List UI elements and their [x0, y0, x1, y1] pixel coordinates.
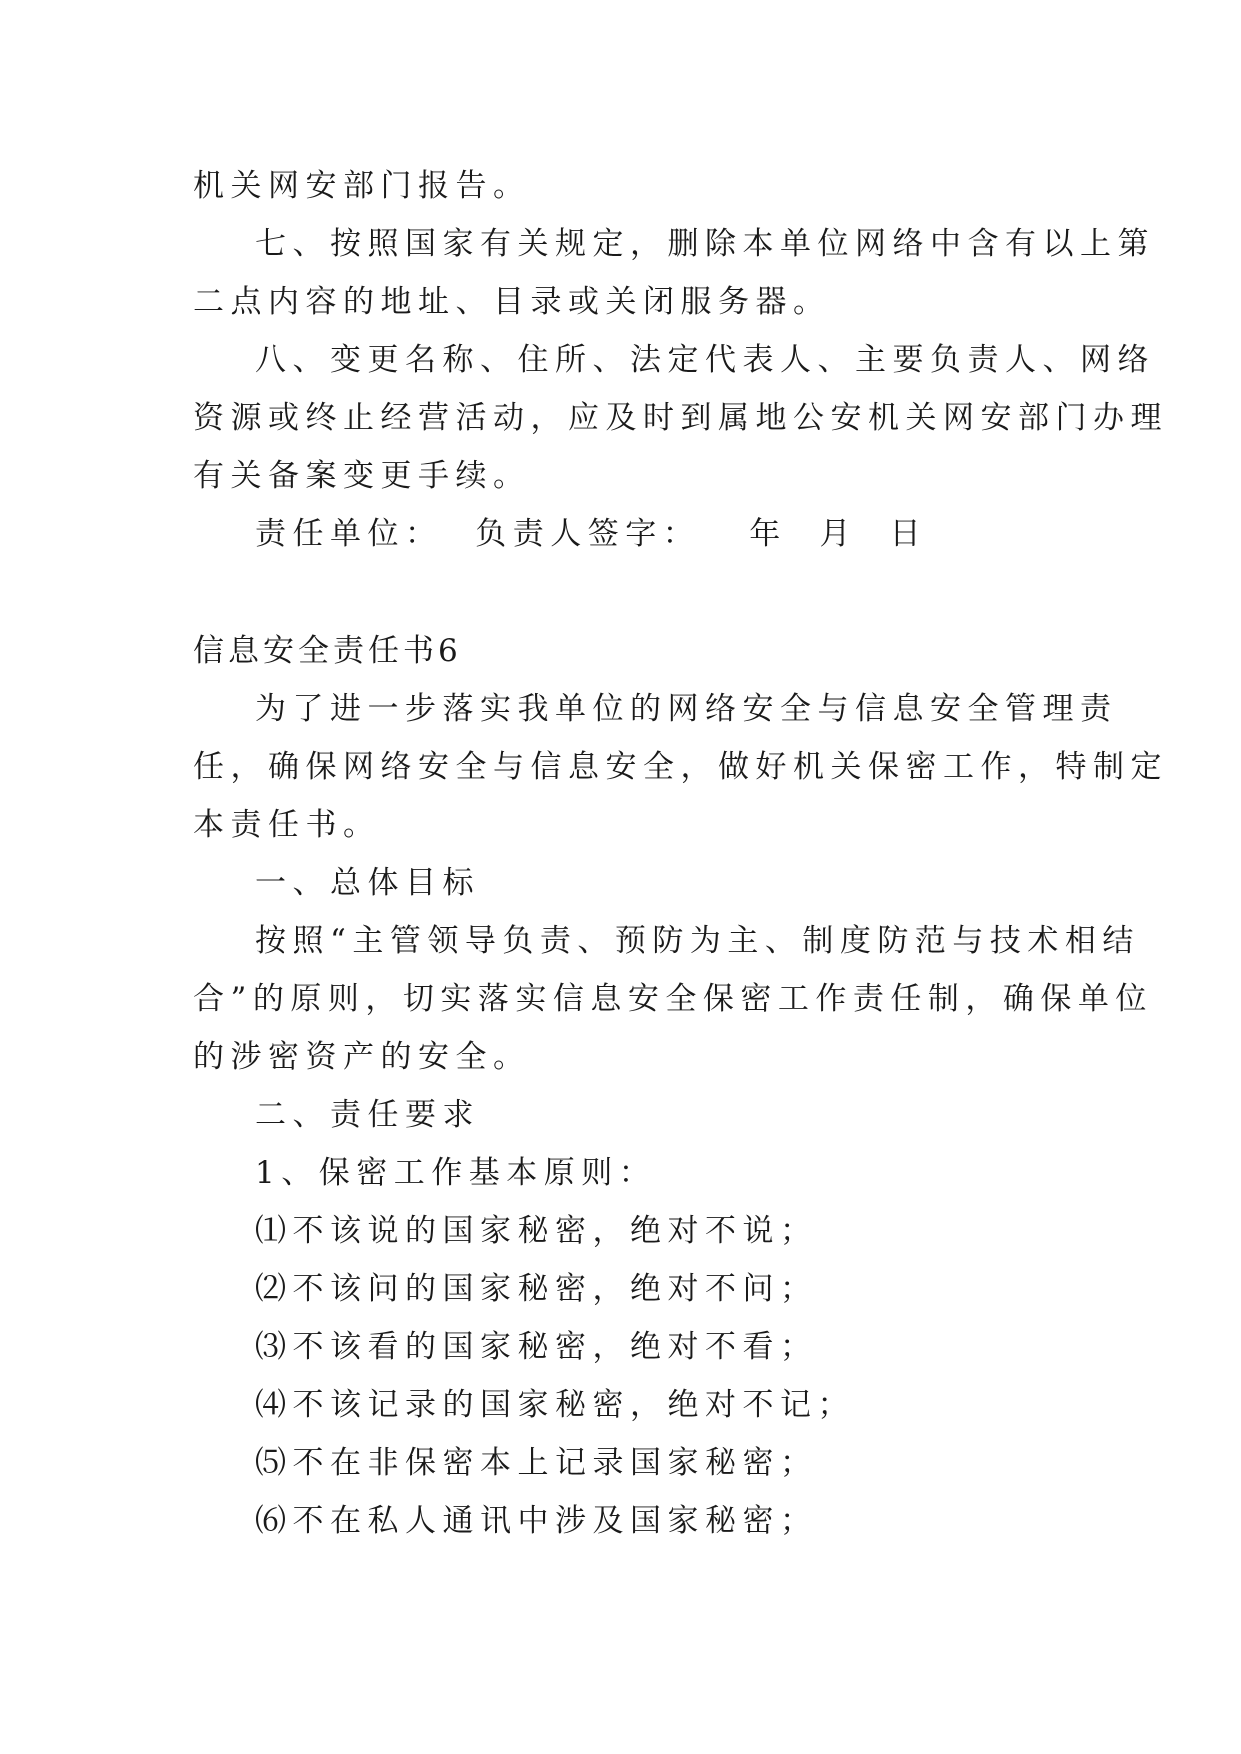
text-line-9: 任，确保网络安全与信息安全，做好机关保密工作，特制定 — [193, 749, 1168, 785]
heading-overall-goal: 一、总体目标 — [255, 865, 480, 901]
section-title: 信息安全责任书6 — [193, 633, 462, 669]
text-line-16: 1、保密工作基本原则： — [255, 1155, 657, 1191]
text-line-8: 为了进一步落实我单位的网络安全与信息安全管理责 — [255, 691, 1118, 727]
heading-responsibility-requirements: 二、责任要求 — [255, 1097, 480, 1133]
text-line-6: 有关备案变更手续。 — [193, 458, 531, 494]
list-item-4: ⑷不该记录的国家秘密，绝对不记； — [255, 1387, 855, 1423]
text-line-4: 八、变更名称、住所、法定代表人、主要负责人、网络 — [255, 342, 1155, 378]
text-line-5: 资源或终止经营活动，应及时到属地公安机关网安部门办理 — [193, 400, 1168, 436]
text-line-2: 七、按照国家有关规定，删除本单位网络中含有以上第 — [255, 226, 1155, 262]
text-line-12: 按照“主管领导负责、预防为主、制度防范与技术相结 — [255, 923, 1140, 959]
list-item-6: ⑹不在私人通讯中涉及国家秘密； — [255, 1503, 818, 1539]
signature-line: 责任单位： 负责人签字： 年 月 日 — [255, 516, 928, 552]
list-item-1: ⑴不该说的国家秘密，绝对不说； — [255, 1213, 818, 1249]
text-line-3: 二点内容的地址、目录或关闭服务器。 — [193, 284, 831, 320]
text-line-14: 的涉密资产的安全。 — [193, 1039, 531, 1075]
text-line-10: 本责任书。 — [193, 807, 381, 843]
text-line-1: 机关网安部门报告。 — [193, 168, 531, 204]
list-item-2: ⑵不该问的国家秘密，绝对不问； — [255, 1271, 818, 1307]
list-item-5: ⑸不在非保密本上记录国家秘密； — [255, 1445, 818, 1481]
text-line-13: 合”的原则，切实落实信息安全保密工作责任制，确保单位 — [193, 981, 1153, 1017]
list-item-3: ⑶不该看的国家秘密，绝对不看； — [255, 1329, 818, 1365]
